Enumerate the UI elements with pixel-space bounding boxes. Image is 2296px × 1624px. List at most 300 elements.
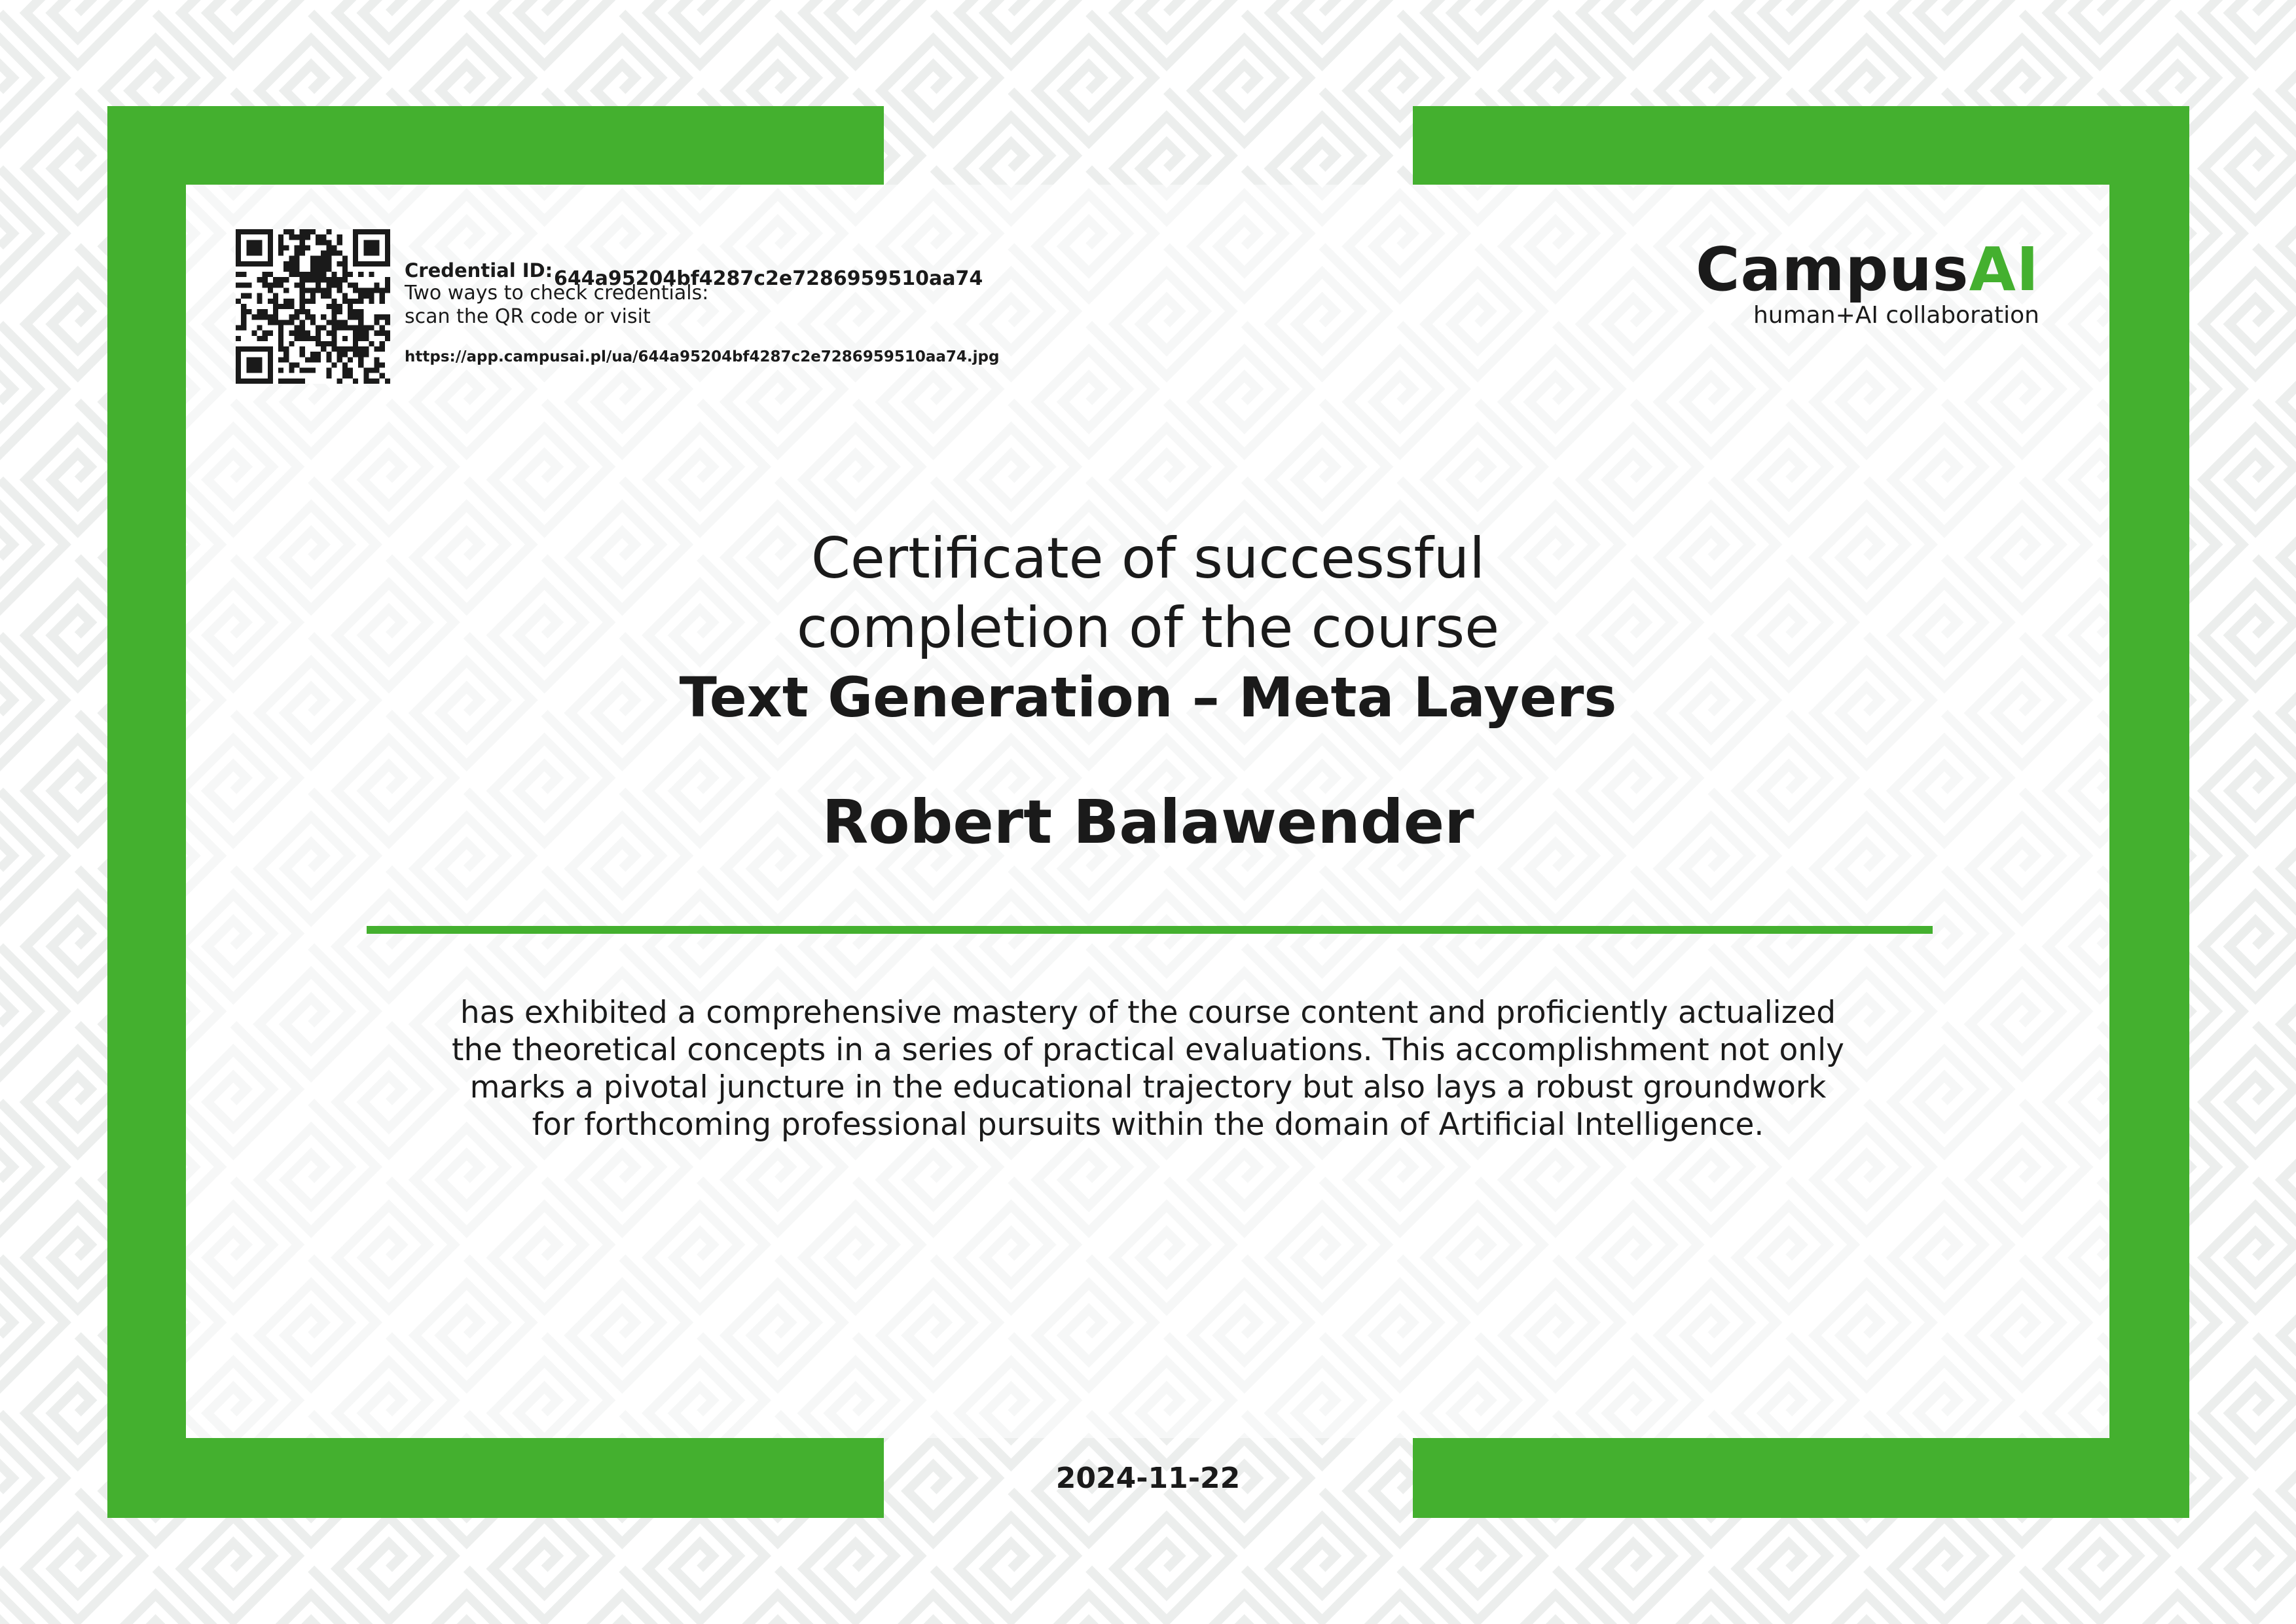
qr-module [374, 261, 380, 267]
qr-module [358, 309, 363, 314]
qr-module [268, 261, 273, 267]
qr-module [363, 352, 369, 357]
qr-module [273, 320, 278, 325]
qr-module [257, 336, 263, 341]
credential-id: 644a95204bf4287c2e7286959510aa74 [554, 267, 983, 290]
qr-module [310, 314, 316, 320]
qr-module [374, 378, 380, 384]
qr-module [353, 282, 358, 287]
qr-module [273, 314, 278, 320]
qr-module [283, 245, 289, 250]
divider-line [367, 926, 1933, 934]
qr-module [385, 251, 390, 256]
qr-module [337, 309, 342, 314]
qr-module [236, 378, 241, 384]
qr-module [337, 357, 342, 362]
qr-module [385, 240, 390, 245]
qr-module [363, 261, 369, 267]
qr-module [331, 277, 337, 282]
qr-module [273, 299, 278, 304]
title-line-1: Certificate of successful [811, 526, 1485, 591]
qr-module [251, 362, 257, 367]
qr-module [305, 288, 310, 293]
qr-module [380, 288, 385, 293]
qr-module [305, 336, 310, 341]
qr-module [326, 229, 331, 234]
qr-module [358, 362, 363, 367]
qr-module [257, 362, 263, 367]
qr-module [369, 288, 374, 293]
qr-module [236, 368, 241, 373]
qr-module [295, 282, 300, 287]
description-line: has exhibited a comprehensive mastery of the course content and proficiently actualized [460, 995, 1836, 1031]
qr-module [283, 346, 289, 352]
qr-module [263, 277, 268, 282]
qr-module [251, 331, 257, 336]
qr-module [295, 362, 300, 367]
qr-module [353, 299, 358, 304]
qr-module [321, 288, 326, 293]
qr-module [246, 282, 251, 287]
qr-module [342, 293, 348, 299]
qr-module [241, 272, 246, 277]
qr-module [363, 368, 369, 373]
qr-module [316, 288, 321, 293]
qr-module [300, 277, 305, 282]
qr-module [295, 378, 300, 384]
qr-module [348, 304, 353, 309]
qr-module [353, 325, 358, 330]
qr-module [236, 261, 241, 267]
description-line: marks a pivotal juncture in the educational trajectory but also lays a robust groundwork [469, 1069, 1827, 1105]
qr-module [337, 240, 342, 245]
qr-module [295, 325, 300, 330]
qr-module [236, 251, 241, 256]
qr-module [358, 261, 363, 267]
qr-module [380, 331, 385, 336]
qr-module [268, 229, 273, 234]
qr-module [295, 245, 300, 250]
qr-module [316, 256, 321, 261]
qr-module [342, 320, 348, 325]
qr-module [283, 288, 289, 293]
qr-module [374, 251, 380, 256]
qr-module [268, 256, 273, 261]
qr-module [331, 325, 337, 330]
qr-module [295, 234, 300, 240]
credential-check-line-2: scan the QR code or visit [405, 305, 651, 328]
qr-module [257, 357, 263, 362]
qr-module [305, 277, 310, 282]
qr-module [321, 251, 326, 256]
qr-module [369, 368, 374, 373]
qr-module [331, 282, 337, 287]
qr-module [342, 373, 348, 378]
qr-module [363, 325, 369, 330]
qr-module [316, 272, 321, 277]
qr-module [310, 320, 316, 325]
certificate-title [0, 524, 2296, 732]
qr-module [300, 320, 305, 325]
qr-module [300, 293, 305, 299]
qr-module [363, 240, 369, 245]
qr-module [246, 309, 251, 314]
qr-module [369, 341, 374, 346]
qr-module [241, 309, 246, 314]
qr-module [385, 261, 390, 267]
qr-module [257, 245, 263, 250]
qr-module [305, 314, 310, 320]
qr-module [278, 304, 283, 309]
qr-module [278, 245, 283, 250]
qr-module [310, 352, 316, 357]
qr-module [305, 299, 310, 304]
qr-module [348, 272, 353, 277]
qr-module [283, 299, 289, 304]
qr-module [241, 346, 246, 352]
qr-module [246, 229, 251, 234]
qr-module [348, 282, 353, 287]
qr-module [316, 282, 321, 287]
qr-module [316, 325, 321, 330]
qr-module [358, 325, 363, 330]
qr-module [268, 346, 273, 352]
qr-module [251, 346, 257, 352]
qr-module [316, 277, 321, 282]
qr-module [369, 245, 374, 250]
qr-module [385, 234, 390, 240]
qr-module [342, 368, 348, 373]
qr-module [326, 293, 331, 299]
qr-module [337, 288, 342, 293]
qr-module [348, 309, 353, 314]
credential-check-line-1: Two ways to check credentials: [405, 282, 709, 304]
qr-module [358, 229, 363, 234]
qr-module [326, 267, 331, 272]
logo-campus: Campus [1695, 234, 1969, 304]
qr-module [263, 314, 268, 320]
qr-module [278, 378, 283, 384]
qr-module [300, 229, 305, 234]
qr-module [326, 352, 331, 357]
qr-module [310, 272, 316, 277]
qr-module [331, 320, 337, 325]
qr-module [241, 314, 246, 320]
qr-module [380, 229, 385, 234]
qr-code [236, 229, 390, 384]
qr-module [369, 378, 374, 384]
logo-tagline: human+AI collaboration [1753, 302, 2039, 329]
qr-module [241, 320, 246, 325]
qr-module [337, 282, 342, 287]
qr-module [289, 234, 294, 240]
qr-module [363, 378, 369, 384]
qr-module [363, 331, 369, 336]
qr-module [342, 277, 348, 282]
qr-module [289, 267, 294, 272]
qr-module [321, 267, 326, 272]
qr-module [268, 288, 273, 293]
qr-module [273, 277, 278, 282]
qr-module [246, 240, 251, 245]
qr-module [331, 304, 337, 309]
qr-module [289, 320, 294, 325]
qr-module [348, 357, 353, 362]
qr-module [331, 272, 337, 277]
qr-module [289, 304, 294, 309]
qr-module [300, 336, 305, 341]
campusai-logo [1695, 234, 2039, 329]
qr-module [337, 352, 342, 357]
qr-module [257, 277, 263, 282]
qr-module [374, 314, 380, 320]
qr-module [331, 341, 337, 346]
qr-module [348, 373, 353, 378]
qr-module [369, 251, 374, 256]
qr-module [326, 288, 331, 293]
qr-module [295, 331, 300, 336]
qr-module [380, 346, 385, 352]
qr-module [283, 357, 289, 362]
qr-module [369, 240, 374, 245]
credential-url[interactable]: https://app.campusai.pl/ua/644a95204bf4287c2e7286959510aa74.jpg [405, 348, 1000, 365]
qr-module [236, 234, 241, 240]
qr-module [257, 346, 263, 352]
qr-module [251, 245, 257, 250]
qr-module [305, 368, 310, 373]
qr-module [283, 352, 289, 357]
qr-module [326, 261, 331, 267]
qr-module [342, 299, 348, 304]
qr-module [300, 304, 305, 309]
qr-module [316, 357, 321, 362]
title-line-2: completion of the course [796, 595, 1500, 661]
credential-label: Credential ID: [405, 259, 553, 282]
qr-module [278, 336, 283, 341]
qr-module [295, 261, 300, 267]
qr-module [251, 240, 257, 245]
qr-module [273, 282, 278, 287]
qr-module [385, 320, 390, 325]
qr-module [310, 299, 316, 304]
qr-module [363, 346, 369, 352]
qr-module [257, 293, 263, 299]
qr-module [316, 234, 321, 240]
qr-module [263, 378, 268, 384]
qr-module [310, 229, 316, 234]
qr-module [300, 378, 305, 384]
qr-module [268, 331, 273, 336]
qr-module [246, 368, 251, 373]
qr-module [385, 378, 390, 384]
qr-module [278, 331, 283, 336]
qr-module [310, 368, 316, 373]
qr-module [295, 314, 300, 320]
qr-module [278, 277, 283, 282]
qr-module [283, 277, 289, 282]
qr-module [310, 293, 316, 299]
qr-module [236, 240, 241, 245]
qr-module [358, 331, 363, 336]
qr-module [263, 331, 268, 336]
qr-module [268, 320, 273, 325]
qr-module [331, 362, 337, 367]
qr-module [385, 288, 390, 293]
qr-module [385, 314, 390, 320]
qr-module [342, 261, 348, 267]
qr-module [246, 362, 251, 367]
qr-module [337, 378, 342, 384]
qr-module [380, 314, 385, 320]
qr-module [326, 245, 331, 250]
certificate-description [0, 994, 2296, 1143]
qr-module [289, 299, 294, 304]
qr-module [268, 251, 273, 256]
qr-module [374, 245, 380, 250]
recipient-name: Robert Balawender [822, 787, 1474, 857]
qr-module [363, 229, 369, 234]
qr-module [236, 336, 241, 341]
qr-module [331, 309, 337, 314]
qr-module [321, 325, 326, 330]
qr-module [358, 293, 363, 299]
qr-module [316, 267, 321, 272]
qr-module [241, 378, 246, 384]
qr-module [374, 331, 380, 336]
qr-module [278, 251, 283, 256]
qr-module [257, 251, 263, 256]
qr-module [342, 325, 348, 330]
qr-module [268, 368, 273, 373]
qr-module [289, 256, 294, 261]
qr-module [353, 288, 358, 293]
qr-module [300, 325, 305, 330]
qr-module [374, 320, 380, 325]
frame-top-right [1413, 106, 2189, 185]
qr-module [326, 373, 331, 378]
qr-module [289, 341, 294, 346]
qr-module [358, 299, 363, 304]
qr-module [257, 240, 263, 245]
qr-module [305, 234, 310, 240]
qr-module [326, 320, 331, 325]
qr-module [289, 368, 294, 373]
qr-module [295, 309, 300, 314]
qr-module [326, 251, 331, 256]
qr-module [278, 325, 283, 330]
qr-module [257, 261, 263, 267]
qr-module [278, 357, 283, 362]
qr-module [321, 256, 326, 261]
qr-module [374, 288, 380, 293]
qr-module [337, 234, 342, 240]
qr-module [300, 346, 305, 352]
qr-module [263, 346, 268, 352]
qr-module [374, 346, 380, 352]
qr-module [251, 251, 257, 256]
qr-module [316, 352, 321, 357]
qr-module [380, 325, 385, 330]
qr-module [263, 272, 268, 277]
qr-module [321, 341, 326, 346]
qr-module [236, 373, 241, 378]
qr-module [283, 229, 289, 234]
qr-module [326, 282, 331, 287]
qr-module [363, 288, 369, 293]
qr-module [263, 282, 268, 287]
qr-module [236, 346, 241, 352]
qr-module [295, 256, 300, 261]
qr-module [241, 293, 246, 299]
qr-code-graphic [236, 229, 390, 384]
qr-module [241, 282, 246, 287]
qr-module [283, 304, 289, 309]
qr-module [326, 277, 331, 282]
qr-module [342, 336, 348, 341]
qr-module [326, 256, 331, 261]
qr-module [251, 378, 257, 384]
qr-module [268, 373, 273, 378]
logo-ai: AI [1969, 234, 2039, 304]
qr-module [337, 304, 342, 309]
qr-module [310, 336, 316, 341]
qr-module [251, 368, 257, 373]
qr-module [321, 272, 326, 277]
qr-module [289, 261, 294, 267]
qr-module [300, 251, 305, 256]
qr-module [278, 320, 283, 325]
qr-module [348, 325, 353, 330]
qr-module [321, 293, 326, 299]
qr-module [353, 336, 358, 341]
qr-module [374, 229, 380, 234]
qr-module [369, 261, 374, 267]
qr-module [385, 336, 390, 341]
qr-module [316, 261, 321, 267]
qr-module [310, 277, 316, 282]
qr-module [310, 288, 316, 293]
qr-module [358, 336, 363, 341]
qr-module [385, 277, 390, 282]
qr-module [241, 261, 246, 267]
qr-module [300, 299, 305, 304]
qr-module [273, 309, 278, 314]
qr-module [326, 341, 331, 346]
qr-module [263, 336, 268, 341]
qr-module [257, 229, 263, 234]
qr-module [236, 272, 241, 277]
description-line: the theoretical concepts in a series of practical evaluations. This accomplishment not only [452, 1032, 1844, 1068]
qr-module [353, 261, 358, 267]
qr-module [268, 378, 273, 384]
qr-module [246, 261, 251, 267]
qr-module [363, 293, 369, 299]
qr-module [348, 314, 353, 320]
qr-module [342, 352, 348, 357]
qr-module [268, 245, 273, 250]
qr-module [331, 251, 337, 256]
qr-module [353, 378, 358, 384]
qr-module [278, 341, 283, 346]
qr-module [251, 261, 257, 267]
qr-module [369, 299, 374, 304]
qr-module [257, 368, 263, 373]
qr-module [246, 293, 251, 299]
qr-module [273, 304, 278, 309]
qr-module [300, 282, 305, 287]
qr-module [353, 245, 358, 250]
qr-module [295, 336, 300, 341]
